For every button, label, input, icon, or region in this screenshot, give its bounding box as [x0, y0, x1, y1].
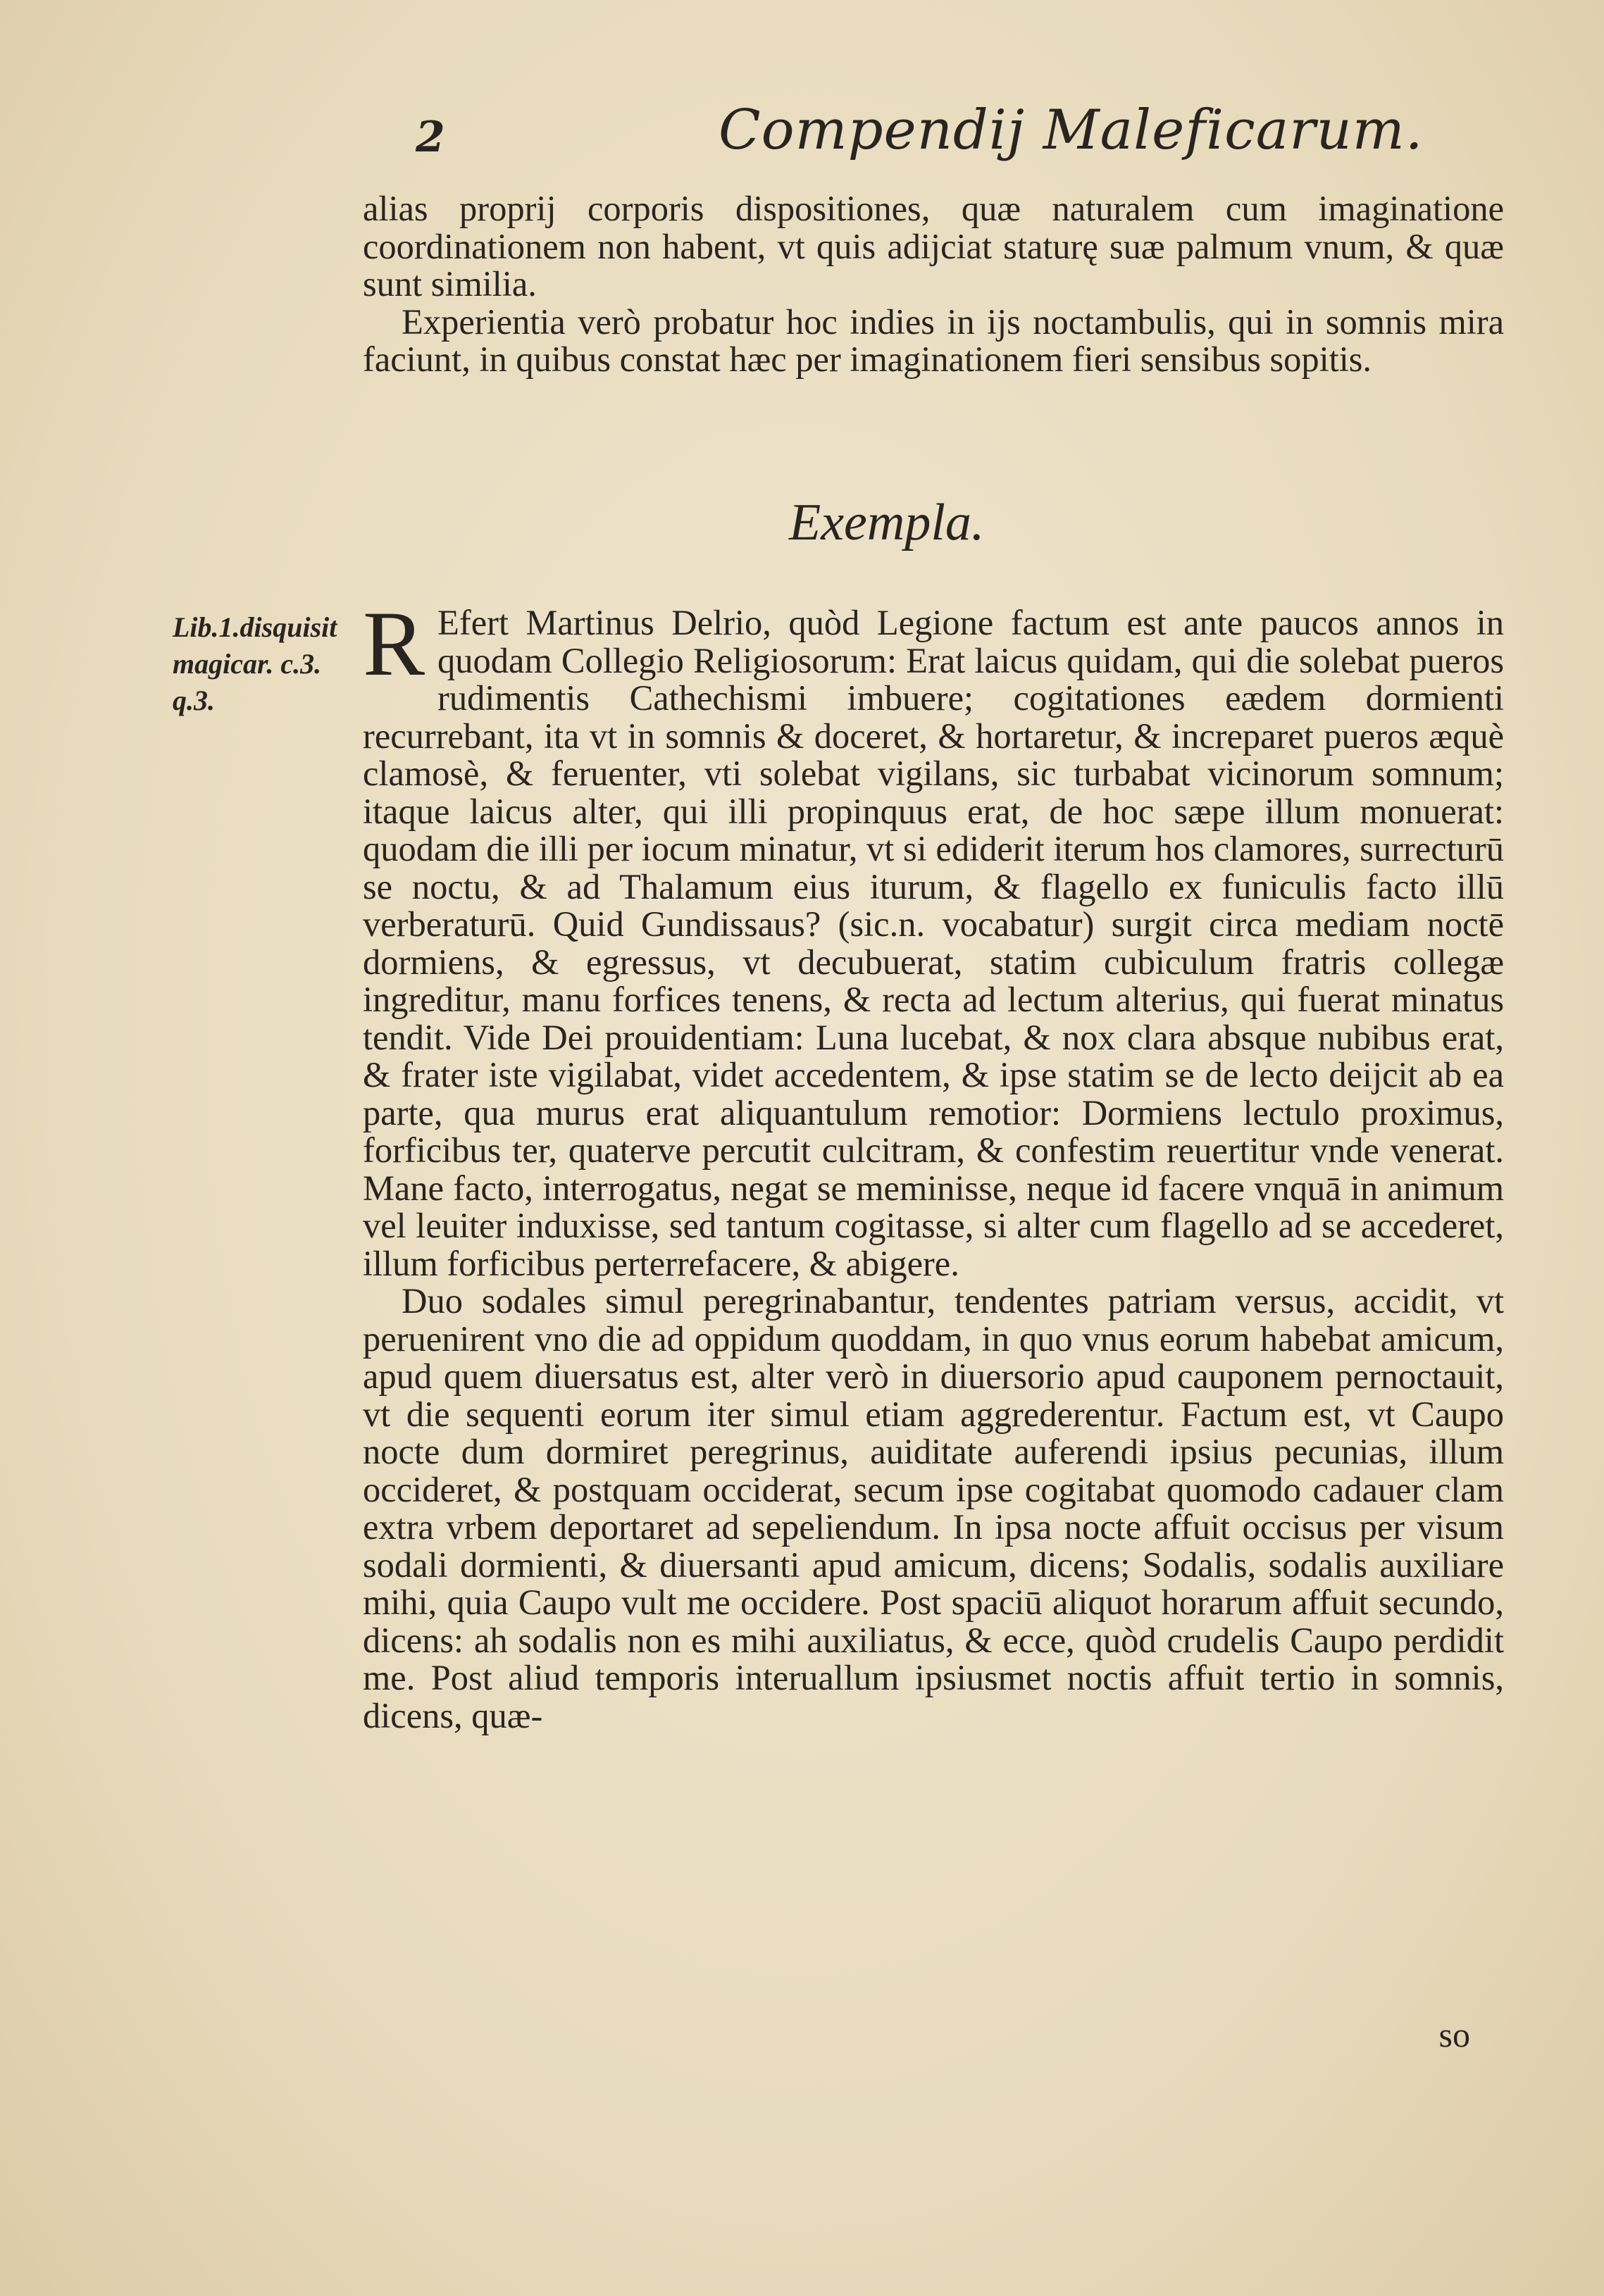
opening-paragraph-2: Experientia verò probatur hoc indies in ijs noctambulis, qui in somnis mira faciunt, in quibus constat hæc per imaginationem fieri sensibus sopitis.	[363, 301, 1504, 379]
running-head	[0, 99, 1604, 176]
example-paragraph-2: Duo sodales simul peregrinabantur, tendentes patriam versus, accidit, vt peruenirent vno die ad oppidum quoddam, in quo vnus eorum habebat amicum, apud quem diuersatus est, alter verò in diuersorio apud cauponem pernoctauit, vt die sequenti eorum iter simul etiam aggrederentur. Factum est, vt Caupo nocte dum dormiret peregrinus, auiditate auferendi ipsius pecunias, illum occideret, & postquam occiderat, secum ipse cogitabat quomodo cadauer clam extra vrbem deportaret ad sepeliendum. In ipsa nocte affuit occisus per visum sodali dormienti, & diuersanti apud amicum, dicens; Sodalis, sodalis auxiliare mihi, quia Caupo vult me occidere. Post spaciū aliquot horarum affuit secundo, dicens: ah sodalis non es mihi auxiliatus, & ecce, quòd crudelis Caupo perdidit me. Post aliud temporis interuallum ipsiusmet noctis affuit tertio in somnis, dicens, quæ-	[363, 1281, 1504, 1735]
example-1-text: Efert Martinus Delrio, quòd Legione factum est ante paucos annos in quodam Collegio Religiosorum: Erat laicus quidam, qui die solebat pueros rudimentis Cathechismi imbuere; cogitationes eædem dormienti recurrebant, ita vt in somnis & doceret, & hortaretur, & increparet pueros æquè clamosè, & feruenter, vti solebat vigilans, sic turbabat vicinorum somnum; itaque laicus alter, qui illi propinquus erat, de hoc sæpe illum monuerat: quodam die illi per iocum minatur, vt si ediderit iterum hos clamores, surrecturū se noctu, & ad Thalamum eius iturum, & flagello ex funiculis facto illū verberaturū. Quid Gundissaus? (sic.n. vocabatur) surgit circa mediam noctē dormiens, & egressus, vt decubuerat, statim cubiculum fratris collegæ ingreditur, manu forfices tenens, & recta ad lectum alterius, qui fuerat minatus tendit. Vide Dei prouidentiam: Luna lucebat, & nox clara absque nubibus erat, & frater iste vigilabat, videt accedentem, & ipse statim se de lecto deijcit ab ea parte, qua murus erat aliquantulum remotior: Dormiens lectulo proximus, forficibus ter, quaterve percutit culcitram, & confestim reuertitur vnde venerat. Mane facto, interrogatus, negat se meminisse, neque id facere vnquā in animum vel leuiter induxisse, sed tantum cogitasse, si alter cum flagello ad se accederet, illum forficibus perterrefacere, & abigere.	[363, 603, 1504, 1283]
exempla-text	[363, 592, 1504, 1735]
page-number: 2	[416, 113, 445, 162]
section-heading: Exempla.	[789, 494, 985, 551]
drop-cap: R	[363, 592, 425, 695]
marginal-note: Lib.1.disquisit magicar. c.3. q.3.	[173, 611, 337, 716]
opening-paragraph-1: alias proprij corporis dispositiones, quæ naturalem cum imaginatione coordinationem non habent, vt quis adijciat staturę suæ palmum vnum, & quæ sunt similia.	[363, 189, 1504, 304]
running-title: Compendij Maleficarum.	[719, 99, 1424, 162]
opening-text	[363, 190, 1504, 379]
catchword: so	[1438, 2015, 1470, 2054]
example-paragraph-1	[363, 592, 1504, 1283]
